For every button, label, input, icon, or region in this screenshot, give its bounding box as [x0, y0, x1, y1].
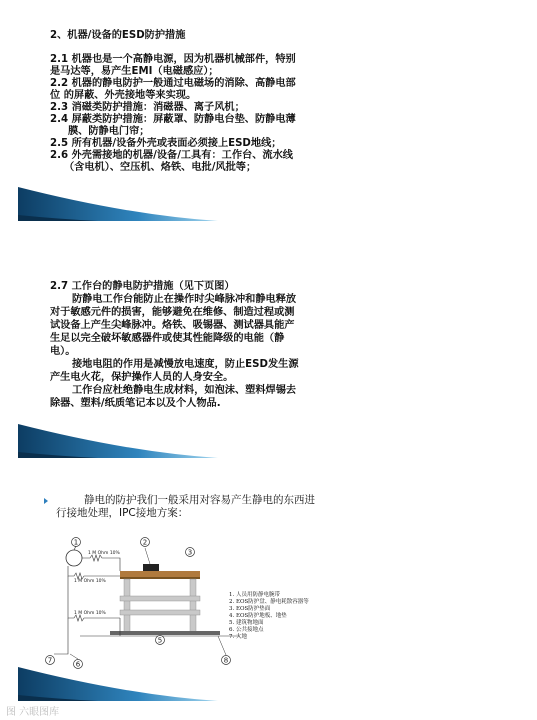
- text-line: 电）。: [50, 346, 76, 357]
- svg-text:2: 2: [142, 538, 148, 547]
- eos-container: [143, 564, 159, 571]
- text-line: 2.6 外壳需接地的机器/设备/工具有：工作台、流水线: [50, 150, 293, 161]
- workbench-leg: [190, 579, 196, 633]
- text-line: 防静电工作台能防止在操作时尖峰脉冲和静电释放: [72, 294, 297, 305]
- text-line: 产生电火花，保护操作人员的人身安全。: [50, 372, 234, 383]
- wrist-strap-icon: [66, 550, 82, 566]
- slide-title: 2、机器/设备的ESD防护措施: [50, 30, 186, 41]
- text-line: 试设备上产生尖峰脉冲。烙铁、吸锡器、测试器具能产: [50, 320, 295, 331]
- svg-text:6: 6: [75, 660, 81, 669]
- slide-ipc-grounding: [0, 480, 537, 720]
- text-line: 2.3 消磁类防护措施：消磁器、离子风机；: [50, 102, 245, 113]
- legend-item: 1. 人员用防静电腕带: [229, 592, 280, 598]
- legend-item: 2. EOS防护盘、静电耗散容器等: [229, 599, 309, 605]
- legend-item: 4. EOS防护地板、地垫: [229, 613, 287, 619]
- svg-text:7: 7: [47, 656, 53, 665]
- bullet-icon: [44, 498, 48, 504]
- callout-3: [186, 548, 195, 557]
- resistor-label: 1 M Ohm 10%: [88, 551, 120, 556]
- svg-text:8: 8: [223, 656, 229, 665]
- legend-item: 7. 大地: [229, 634, 247, 640]
- callout-2: [141, 538, 150, 547]
- svg-text:3: 3: [187, 548, 193, 557]
- text-line: 生足以完全破坏敏感器件或使其性能降级的电能（静: [50, 333, 285, 344]
- text-line: 工作台应杜绝静电生成材料，如泡沫、塑料焊锡去: [72, 385, 297, 396]
- text-line: 2.7 工作台的静电防护措施（见下页图）: [50, 281, 235, 292]
- text-line: 除器、塑料/纸质笔记本以及个人物品.: [50, 398, 221, 409]
- floor-mat: [110, 631, 220, 635]
- text-line: 2.1 机器也是一个高静电源，因为机器机械部件，特别: [50, 54, 296, 65]
- workbench-leg: [124, 579, 130, 633]
- swoosh-decoration: [18, 422, 228, 462]
- text-line: 对于敏感元件的损害，能够避免在维修、制造过程或测: [50, 307, 295, 318]
- workbench-shelf: [120, 596, 200, 601]
- legend-item: 5. 建筑物地面: [229, 620, 264, 626]
- svg-text:5: 5: [157, 636, 163, 645]
- workbench-top: [120, 571, 200, 577]
- text-line: 2.2 机器的静电防护一般通过电磁场的消除、高静电部: [50, 78, 296, 89]
- intro-text-line: 行接地处理，IPC接地方案：: [56, 507, 189, 519]
- text-line: 2.5 所有机器/设备外壳或表面必须接上ESD地线；: [50, 138, 282, 149]
- text-line: 位 的屏蔽、外壳接地等来实现。: [50, 90, 197, 101]
- callout-1: [72, 538, 81, 547]
- svg-text:1: 1: [73, 538, 79, 547]
- intro-text-line: 静电的防护我们一般采用对容易产生静电的东西进: [84, 494, 315, 506]
- resistor-label: 1 M Ohm 10%: [74, 579, 106, 584]
- slide-machine-esd: [0, 0, 537, 230]
- slide-workbench-esd: [0, 240, 537, 465]
- text-line: 2.4 屏蔽类防护措施：屏蔽罩、防静电台垫、防静电薄: [50, 114, 296, 125]
- text-line: 接地电阻的作用是减慢放电速度，防止ESD发生源: [72, 359, 299, 370]
- legend-item: 6. 公共接地点: [229, 627, 264, 633]
- text-line: 是马达等，易产生EMI（电磁感应）；: [50, 66, 219, 77]
- swoosh-decoration: [18, 185, 228, 225]
- text-line: （含电机）、空压机、烙铁、电批/风批等；: [64, 162, 257, 173]
- swoosh-decoration: [18, 665, 228, 705]
- legend-item: 3. EOS防护垫面: [229, 606, 271, 612]
- watermark: 图 六眼图库: [6, 707, 60, 718]
- workbench-shelf: [120, 610, 200, 615]
- resistor-label: 1 M Ohm 10%: [74, 611, 106, 616]
- text-line: 膜、防静电门帘；: [68, 126, 150, 137]
